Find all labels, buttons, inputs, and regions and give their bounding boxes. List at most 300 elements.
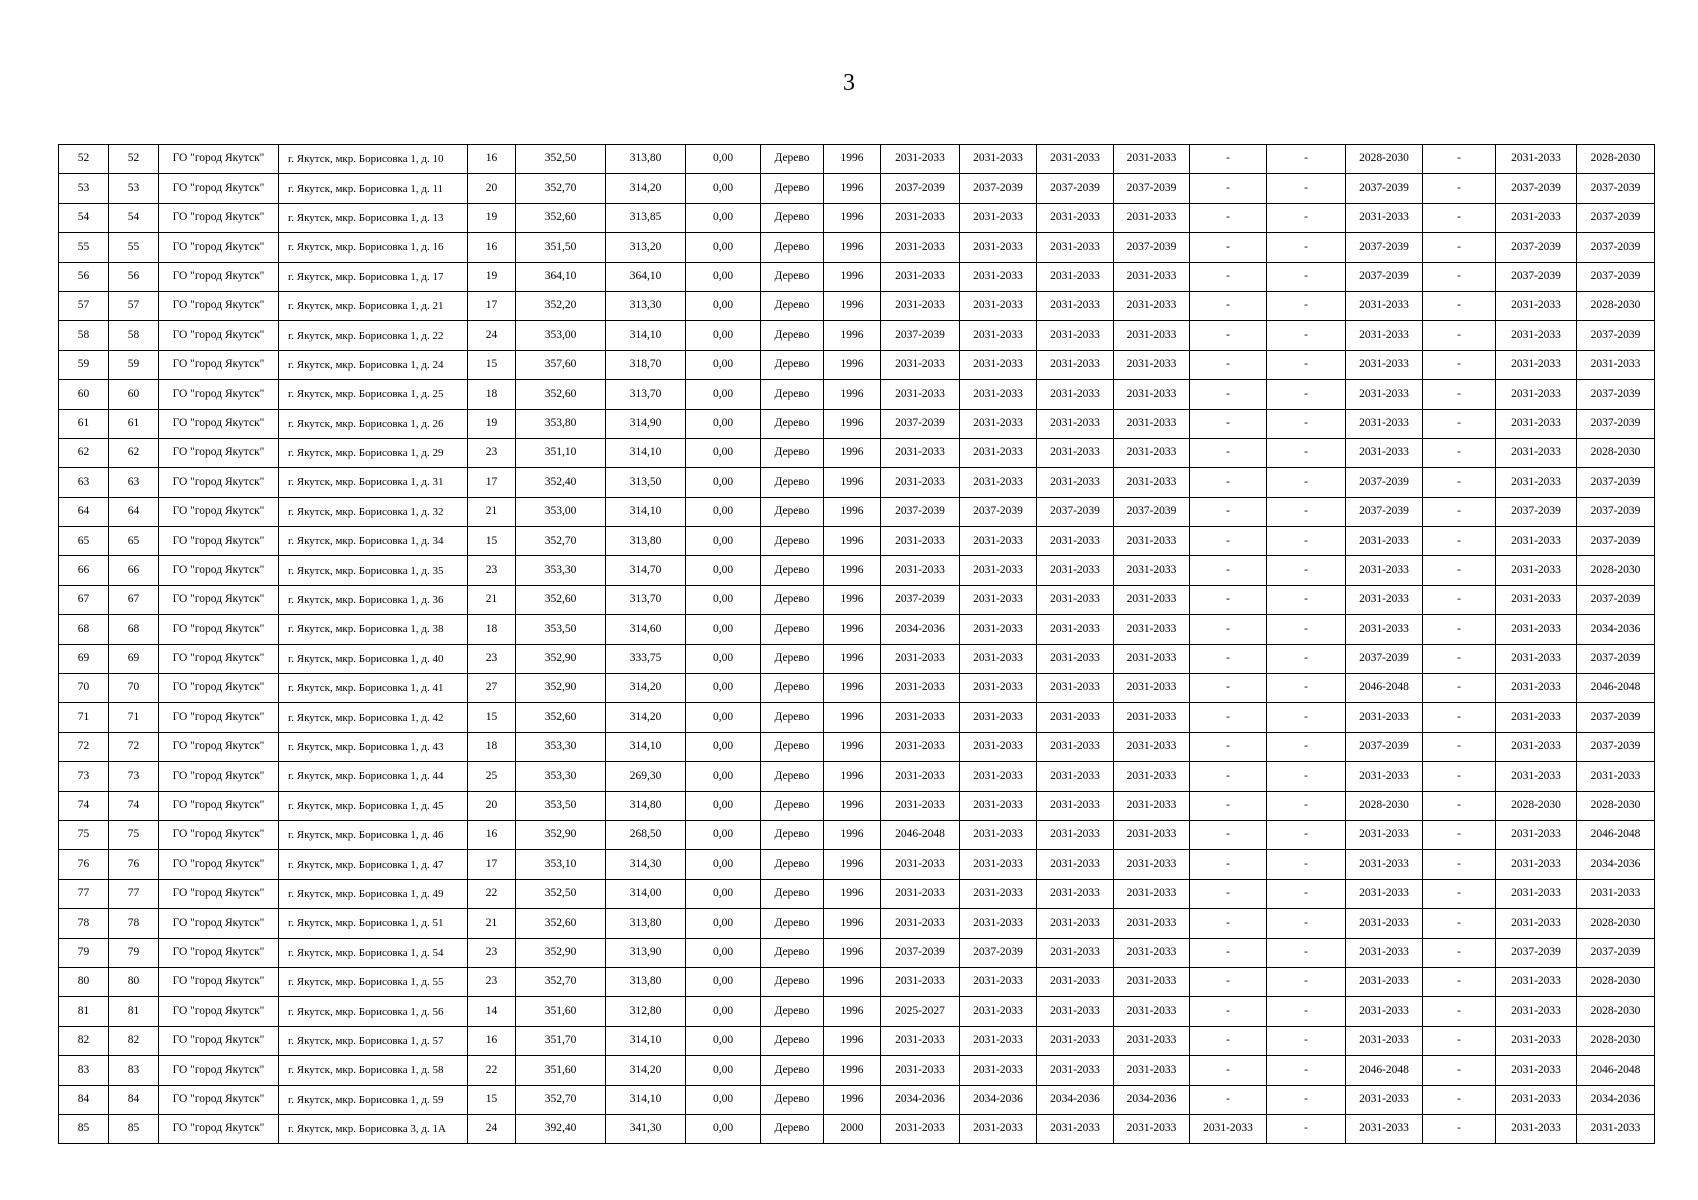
cell-nonliving-area: 0,00 <box>686 938 761 967</box>
cell-year-built: 1996 <box>824 850 881 879</box>
cell-living-area: 312,80 <box>606 997 686 1026</box>
cell-repair-period-7: 2031-2033 <box>1346 321 1423 350</box>
cell-repair-period-3: 2031-2033 <box>1037 585 1114 614</box>
cell-repair-period-8: - <box>1423 703 1496 732</box>
cell-repair-period-7: 2031-2033 <box>1346 350 1423 379</box>
cell-owner: ГО "город Якутск" <box>159 321 279 350</box>
cell-repair-period-10: 2028-2030 <box>1577 909 1655 938</box>
cell-repair-period-8: - <box>1423 732 1496 761</box>
cell-registry-number: 75 <box>109 820 159 849</box>
cell-repair-period-1: 2025-2027 <box>881 997 960 1026</box>
cell-repair-period-3: 2031-2033 <box>1037 762 1114 791</box>
cell-repair-period-4: 2031-2033 <box>1114 468 1190 497</box>
cell-living-area: 333,75 <box>606 644 686 673</box>
cell-repair-period-7: 2028-2030 <box>1346 791 1423 820</box>
cell-repair-period-7: 2031-2033 <box>1346 820 1423 849</box>
cell-repair-period-1: 2046-2048 <box>881 820 960 849</box>
cell-repair-period-2: 2031-2033 <box>960 1026 1037 1055</box>
cell-owner: ГО "город Якутск" <box>159 1114 279 1143</box>
cell-owner: ГО "город Якутск" <box>159 674 279 703</box>
cell-total-area: 352,70 <box>516 1085 606 1114</box>
table-body <box>59 145 1655 1144</box>
cell-nonliving-area: 0,00 <box>686 174 761 203</box>
cell-address: г. Якутск, мкр. Борисовка 1, д. 59 <box>279 1085 468 1114</box>
cell-wall-material: Дерево <box>761 615 824 644</box>
cell-repair-period-8: - <box>1423 850 1496 879</box>
table-row <box>59 1026 1655 1055</box>
cell-repair-period-9: 2031-2033 <box>1496 762 1577 791</box>
cell-floors: 24 <box>468 1114 516 1143</box>
cell-living-area: 313,80 <box>606 909 686 938</box>
cell-registry-number: 57 <box>109 291 159 320</box>
cell-repair-period-6: - <box>1267 145 1346 174</box>
cell-repair-period-5: - <box>1190 1085 1267 1114</box>
cell-repair-period-2: 2031-2033 <box>960 145 1037 174</box>
cell-wall-material: Дерево <box>761 1114 824 1143</box>
cell-owner: ГО "город Якутск" <box>159 909 279 938</box>
cell-repair-period-10: 2037-2039 <box>1577 233 1655 262</box>
cell-row-number: 73 <box>59 762 109 791</box>
cell-row-number: 76 <box>59 850 109 879</box>
cell-living-area: 314,10 <box>606 497 686 526</box>
cell-repair-period-2: 2031-2033 <box>960 615 1037 644</box>
cell-repair-period-9: 2031-2033 <box>1496 997 1577 1026</box>
cell-total-area: 351,60 <box>516 997 606 1026</box>
cell-floors: 15 <box>468 1085 516 1114</box>
cell-repair-period-4: 2031-2033 <box>1114 527 1190 556</box>
cell-repair-period-2: 2037-2039 <box>960 497 1037 526</box>
cell-year-built: 1996 <box>824 468 881 497</box>
cell-nonliving-area: 0,00 <box>686 879 761 908</box>
cell-repair-period-1: 2037-2039 <box>881 174 960 203</box>
cell-year-built: 1996 <box>824 909 881 938</box>
cell-address: г. Якутск, мкр. Борисовка 1, д. 26 <box>279 409 468 438</box>
cell-registry-number: 73 <box>109 762 159 791</box>
table-row <box>59 820 1655 849</box>
cell-nonliving-area: 0,00 <box>686 350 761 379</box>
cell-repair-period-8: - <box>1423 438 1496 467</box>
cell-floors: 23 <box>468 644 516 673</box>
cell-row-number: 57 <box>59 291 109 320</box>
cell-repair-period-2: 2031-2033 <box>960 527 1037 556</box>
table-row <box>59 321 1655 350</box>
cell-repair-period-5: - <box>1190 644 1267 673</box>
cell-wall-material: Дерево <box>761 732 824 761</box>
table-row <box>59 350 1655 379</box>
cell-owner: ГО "город Якутск" <box>159 820 279 849</box>
cell-repair-period-3: 2031-2033 <box>1037 380 1114 409</box>
cell-wall-material: Дерево <box>761 1085 824 1114</box>
cell-wall-material: Дерево <box>761 203 824 232</box>
cell-repair-period-7: 2031-2033 <box>1346 1114 1423 1143</box>
cell-nonliving-area: 0,00 <box>686 203 761 232</box>
cell-total-area: 352,60 <box>516 203 606 232</box>
cell-repair-period-1: 2037-2039 <box>881 497 960 526</box>
cell-floors: 21 <box>468 909 516 938</box>
cell-repair-period-4: 2037-2039 <box>1114 497 1190 526</box>
cell-year-built: 1996 <box>824 438 881 467</box>
cell-nonliving-area: 0,00 <box>686 909 761 938</box>
cell-repair-period-10: 2034-2036 <box>1577 615 1655 644</box>
cell-living-area: 313,80 <box>606 967 686 996</box>
cell-repair-period-6: - <box>1267 556 1346 585</box>
cell-repair-period-3: 2031-2033 <box>1037 879 1114 908</box>
cell-registry-number: 77 <box>109 879 159 908</box>
cell-floors: 14 <box>468 997 516 1026</box>
cell-repair-period-10: 2031-2033 <box>1577 762 1655 791</box>
cell-repair-period-6: - <box>1267 321 1346 350</box>
cell-living-area: 313,85 <box>606 203 686 232</box>
cell-repair-period-7: 2037-2039 <box>1346 262 1423 291</box>
cell-address: г. Якутск, мкр. Борисовка 3, д. 1А <box>279 1114 468 1143</box>
cell-nonliving-area: 0,00 <box>686 527 761 556</box>
cell-repair-period-6: - <box>1267 791 1346 820</box>
cell-nonliving-area: 0,00 <box>686 556 761 585</box>
cell-repair-period-1: 2031-2033 <box>881 556 960 585</box>
cell-registry-number: 79 <box>109 938 159 967</box>
cell-repair-period-5: - <box>1190 909 1267 938</box>
cell-repair-period-8: - <box>1423 174 1496 203</box>
cell-year-built: 1996 <box>824 879 881 908</box>
cell-repair-period-8: - <box>1423 1114 1496 1143</box>
cell-nonliving-area: 0,00 <box>686 262 761 291</box>
cell-repair-period-7: 2037-2039 <box>1346 468 1423 497</box>
cell-floors: 16 <box>468 233 516 262</box>
cell-row-number: 63 <box>59 468 109 497</box>
table-row <box>59 791 1655 820</box>
cell-repair-period-9: 2031-2033 <box>1496 820 1577 849</box>
cell-repair-period-6: - <box>1267 468 1346 497</box>
cell-repair-period-4: 2031-2033 <box>1114 762 1190 791</box>
cell-repair-period-5: - <box>1190 350 1267 379</box>
cell-owner: ГО "город Якутск" <box>159 879 279 908</box>
cell-wall-material: Дерево <box>761 674 824 703</box>
cell-repair-period-4: 2031-2033 <box>1114 1026 1190 1055</box>
table-row <box>59 174 1655 203</box>
cell-repair-period-7: 2031-2033 <box>1346 1085 1423 1114</box>
cell-living-area: 314,20 <box>606 674 686 703</box>
table-row <box>59 380 1655 409</box>
cell-registry-number: 58 <box>109 321 159 350</box>
cell-wall-material: Дерево <box>761 145 824 174</box>
cell-repair-period-6: - <box>1267 1085 1346 1114</box>
cell-registry-number: 68 <box>109 615 159 644</box>
cell-registry-number: 70 <box>109 674 159 703</box>
cell-repair-period-2: 2031-2033 <box>960 350 1037 379</box>
cell-living-area: 268,50 <box>606 820 686 849</box>
cell-living-area: 314,80 <box>606 791 686 820</box>
cell-wall-material: Дерево <box>761 585 824 614</box>
cell-row-number: 62 <box>59 438 109 467</box>
cell-floors: 19 <box>468 262 516 291</box>
cell-repair-period-7: 2031-2033 <box>1346 879 1423 908</box>
cell-row-number: 66 <box>59 556 109 585</box>
cell-repair-period-5: - <box>1190 879 1267 908</box>
cell-total-area: 353,30 <box>516 732 606 761</box>
cell-row-number: 54 <box>59 203 109 232</box>
cell-year-built: 1996 <box>824 732 881 761</box>
cell-repair-period-8: - <box>1423 321 1496 350</box>
cell-repair-period-2: 2031-2033 <box>960 703 1037 732</box>
cell-floors: 20 <box>468 174 516 203</box>
cell-repair-period-8: - <box>1423 233 1496 262</box>
cell-repair-period-10: 2037-2039 <box>1577 203 1655 232</box>
cell-wall-material: Дерево <box>761 791 824 820</box>
cell-repair-period-10: 2028-2030 <box>1577 438 1655 467</box>
cell-total-area: 352,50 <box>516 145 606 174</box>
cell-repair-period-7: 2031-2033 <box>1346 556 1423 585</box>
table-row <box>59 674 1655 703</box>
cell-repair-period-3: 2031-2033 <box>1037 674 1114 703</box>
cell-repair-period-5: - <box>1190 791 1267 820</box>
cell-owner: ГО "город Якутск" <box>159 703 279 732</box>
cell-owner: ГО "город Якутск" <box>159 380 279 409</box>
cell-repair-period-7: 2037-2039 <box>1346 644 1423 673</box>
cell-owner: ГО "город Якутск" <box>159 615 279 644</box>
cell-repair-period-2: 2031-2033 <box>960 438 1037 467</box>
cell-repair-period-5: - <box>1190 527 1267 556</box>
table-row <box>59 203 1655 232</box>
cell-living-area: 314,20 <box>606 703 686 732</box>
cell-total-area: 352,70 <box>516 174 606 203</box>
cell-repair-period-2: 2031-2033 <box>960 321 1037 350</box>
cell-owner: ГО "город Якутск" <box>159 233 279 262</box>
cell-repair-period-3: 2031-2033 <box>1037 820 1114 849</box>
cell-row-number: 74 <box>59 791 109 820</box>
cell-address: г. Якутск, мкр. Борисовка 1, д. 13 <box>279 203 468 232</box>
cell-repair-period-8: - <box>1423 674 1496 703</box>
cell-repair-period-2: 2031-2033 <box>960 791 1037 820</box>
cell-repair-period-8: - <box>1423 350 1496 379</box>
cell-floors: 15 <box>468 350 516 379</box>
cell-repair-period-9: 2031-2033 <box>1496 1026 1577 1055</box>
cell-repair-period-9: 2028-2030 <box>1496 791 1577 820</box>
cell-registry-number: 55 <box>109 233 159 262</box>
cell-repair-period-10: 2037-2039 <box>1577 585 1655 614</box>
cell-repair-period-6: - <box>1267 497 1346 526</box>
table-row <box>59 967 1655 996</box>
cell-floors: 25 <box>468 762 516 791</box>
cell-row-number: 60 <box>59 380 109 409</box>
cell-wall-material: Дерево <box>761 1026 824 1055</box>
cell-repair-period-4: 2031-2033 <box>1114 644 1190 673</box>
cell-row-number: 65 <box>59 527 109 556</box>
cell-address: г. Якутск, мкр. Борисовка 1, д. 21 <box>279 291 468 320</box>
cell-repair-period-10: 2028-2030 <box>1577 291 1655 320</box>
cell-repair-period-1: 2031-2033 <box>881 791 960 820</box>
cell-repair-period-2: 2031-2033 <box>960 762 1037 791</box>
cell-repair-period-4: 2031-2033 <box>1114 291 1190 320</box>
housing-table <box>58 144 1655 1144</box>
cell-row-number: 79 <box>59 938 109 967</box>
table-row <box>59 879 1655 908</box>
cell-repair-period-2: 2031-2033 <box>960 262 1037 291</box>
cell-owner: ГО "город Якутск" <box>159 438 279 467</box>
cell-repair-period-5: - <box>1190 174 1267 203</box>
cell-wall-material: Дерево <box>761 321 824 350</box>
cell-total-area: 352,70 <box>516 967 606 996</box>
cell-living-area: 364,10 <box>606 262 686 291</box>
cell-repair-period-2: 2031-2033 <box>960 820 1037 849</box>
table-row <box>59 497 1655 526</box>
cell-repair-period-1: 2031-2033 <box>881 527 960 556</box>
cell-row-number: 68 <box>59 615 109 644</box>
cell-repair-period-1: 2031-2033 <box>881 732 960 761</box>
cell-repair-period-4: 2037-2039 <box>1114 233 1190 262</box>
cell-repair-period-6: - <box>1267 938 1346 967</box>
cell-repair-period-1: 2037-2039 <box>881 585 960 614</box>
cell-repair-period-9: 2037-2039 <box>1496 262 1577 291</box>
cell-row-number: 64 <box>59 497 109 526</box>
cell-repair-period-3: 2031-2033 <box>1037 909 1114 938</box>
cell-repair-period-2: 2031-2033 <box>960 1114 1037 1143</box>
cell-year-built: 1996 <box>824 1056 881 1085</box>
cell-address: г. Якутск, мкр. Борисовка 1, д. 35 <box>279 556 468 585</box>
cell-address: г. Якутск, мкр. Борисовка 1, д. 49 <box>279 879 468 908</box>
cell-repair-period-3: 2031-2033 <box>1037 350 1114 379</box>
cell-total-area: 352,90 <box>516 938 606 967</box>
cell-living-area: 314,00 <box>606 879 686 908</box>
cell-address: г. Якутск, мкр. Борисовка 1, д. 41 <box>279 674 468 703</box>
cell-repair-period-3: 2031-2033 <box>1037 644 1114 673</box>
table-row <box>59 468 1655 497</box>
cell-wall-material: Дерево <box>761 879 824 908</box>
cell-repair-period-6: - <box>1267 233 1346 262</box>
table-row <box>59 762 1655 791</box>
cell-repair-period-5: - <box>1190 997 1267 1026</box>
cell-wall-material: Дерево <box>761 233 824 262</box>
cell-floors: 23 <box>468 438 516 467</box>
cell-repair-period-2: 2031-2033 <box>960 468 1037 497</box>
cell-floors: 17 <box>468 850 516 879</box>
cell-total-area: 352,50 <box>516 879 606 908</box>
cell-repair-period-8: - <box>1423 585 1496 614</box>
table-row <box>59 615 1655 644</box>
cell-repair-period-9: 2031-2033 <box>1496 1114 1577 1143</box>
cell-repair-period-1: 2031-2033 <box>881 1026 960 1055</box>
cell-repair-period-8: - <box>1423 791 1496 820</box>
cell-repair-period-9: 2031-2033 <box>1496 1056 1577 1085</box>
cell-registry-number: 65 <box>109 527 159 556</box>
cell-repair-period-10: 2037-2039 <box>1577 321 1655 350</box>
cell-repair-period-3: 2034-2036 <box>1037 1085 1114 1114</box>
cell-wall-material: Дерево <box>761 909 824 938</box>
cell-row-number: 78 <box>59 909 109 938</box>
cell-repair-period-1: 2031-2033 <box>881 1114 960 1143</box>
cell-year-built: 1996 <box>824 145 881 174</box>
cell-address: г. Якутск, мкр. Борисовка 1, д. 44 <box>279 762 468 791</box>
cell-nonliving-area: 0,00 <box>686 380 761 409</box>
cell-repair-period-1: 2037-2039 <box>881 321 960 350</box>
cell-row-number: 52 <box>59 145 109 174</box>
cell-registry-number: 56 <box>109 262 159 291</box>
cell-repair-period-9: 2031-2033 <box>1496 556 1577 585</box>
cell-living-area: 313,80 <box>606 145 686 174</box>
cell-floors: 24 <box>468 321 516 350</box>
cell-repair-period-1: 2031-2033 <box>881 380 960 409</box>
cell-repair-period-5: - <box>1190 820 1267 849</box>
cell-repair-period-7: 2031-2033 <box>1346 291 1423 320</box>
cell-address: г. Якутск, мкр. Борисовка 1, д. 47 <box>279 850 468 879</box>
cell-repair-period-2: 2031-2033 <box>960 1056 1037 1085</box>
cell-repair-period-4: 2031-2033 <box>1114 1056 1190 1085</box>
cell-owner: ГО "город Якутск" <box>159 791 279 820</box>
cell-repair-period-4: 2031-2033 <box>1114 850 1190 879</box>
cell-repair-period-1: 2031-2033 <box>881 233 960 262</box>
cell-repair-period-10: 2046-2048 <box>1577 1056 1655 1085</box>
cell-repair-period-9: 2037-2039 <box>1496 174 1577 203</box>
cell-living-area: 314,10 <box>606 438 686 467</box>
cell-repair-period-6: - <box>1267 644 1346 673</box>
cell-wall-material: Дерево <box>761 497 824 526</box>
cell-repair-period-3: 2031-2033 <box>1037 527 1114 556</box>
cell-repair-period-6: - <box>1267 1026 1346 1055</box>
cell-repair-period-5: - <box>1190 762 1267 791</box>
table-row <box>59 409 1655 438</box>
cell-total-area: 364,10 <box>516 262 606 291</box>
cell-repair-period-4: 2031-2033 <box>1114 585 1190 614</box>
cell-repair-period-10: 2028-2030 <box>1577 997 1655 1026</box>
cell-address: г. Якутск, мкр. Борисовка 1, д. 56 <box>279 997 468 1026</box>
cell-total-area: 352,20 <box>516 291 606 320</box>
cell-repair-period-6: - <box>1267 909 1346 938</box>
cell-repair-period-5: - <box>1190 615 1267 644</box>
cell-repair-period-2: 2034-2036 <box>960 1085 1037 1114</box>
cell-repair-period-3: 2031-2033 <box>1037 615 1114 644</box>
cell-repair-period-10: 2037-2039 <box>1577 409 1655 438</box>
cell-floors: 16 <box>468 145 516 174</box>
cell-row-number: 85 <box>59 1114 109 1143</box>
cell-repair-period-6: - <box>1267 291 1346 320</box>
cell-repair-period-8: - <box>1423 1026 1496 1055</box>
cell-owner: ГО "город Якутск" <box>159 409 279 438</box>
cell-repair-period-10: 2034-2036 <box>1577 1085 1655 1114</box>
cell-repair-period-4: 2031-2033 <box>1114 703 1190 732</box>
cell-year-built: 1996 <box>824 1085 881 1114</box>
cell-repair-period-9: 2031-2033 <box>1496 703 1577 732</box>
cell-total-area: 352,90 <box>516 644 606 673</box>
cell-repair-period-7: 2031-2033 <box>1346 997 1423 1026</box>
cell-repair-period-10: 2046-2048 <box>1577 820 1655 849</box>
cell-address: г. Якутск, мкр. Борисовка 1, д. 29 <box>279 438 468 467</box>
cell-repair-period-7: 2031-2033 <box>1346 938 1423 967</box>
cell-floors: 17 <box>468 468 516 497</box>
cell-repair-period-5: - <box>1190 380 1267 409</box>
cell-living-area: 313,90 <box>606 938 686 967</box>
cell-row-number: 77 <box>59 879 109 908</box>
cell-owner: ГО "город Якутск" <box>159 967 279 996</box>
cell-repair-period-9: 2031-2033 <box>1496 350 1577 379</box>
cell-floors: 18 <box>468 615 516 644</box>
cell-registry-number: 74 <box>109 791 159 820</box>
cell-registry-number: 71 <box>109 703 159 732</box>
cell-repair-period-1: 2031-2033 <box>881 762 960 791</box>
cell-repair-period-10: 2031-2033 <box>1577 1114 1655 1143</box>
cell-nonliving-area: 0,00 <box>686 762 761 791</box>
cell-floors: 27 <box>468 674 516 703</box>
cell-repair-period-7: 2031-2033 <box>1346 585 1423 614</box>
cell-repair-period-10: 2037-2039 <box>1577 527 1655 556</box>
cell-repair-period-4: 2031-2033 <box>1114 262 1190 291</box>
cell-repair-period-6: - <box>1267 1056 1346 1085</box>
cell-repair-period-8: - <box>1423 615 1496 644</box>
cell-total-area: 353,50 <box>516 791 606 820</box>
table-row <box>59 703 1655 732</box>
cell-address: г. Якутск, мкр. Борисовка 1, д. 38 <box>279 615 468 644</box>
cell-repair-period-1: 2031-2033 <box>881 879 960 908</box>
cell-year-built: 2000 <box>824 1114 881 1143</box>
cell-repair-period-4: 2031-2033 <box>1114 938 1190 967</box>
